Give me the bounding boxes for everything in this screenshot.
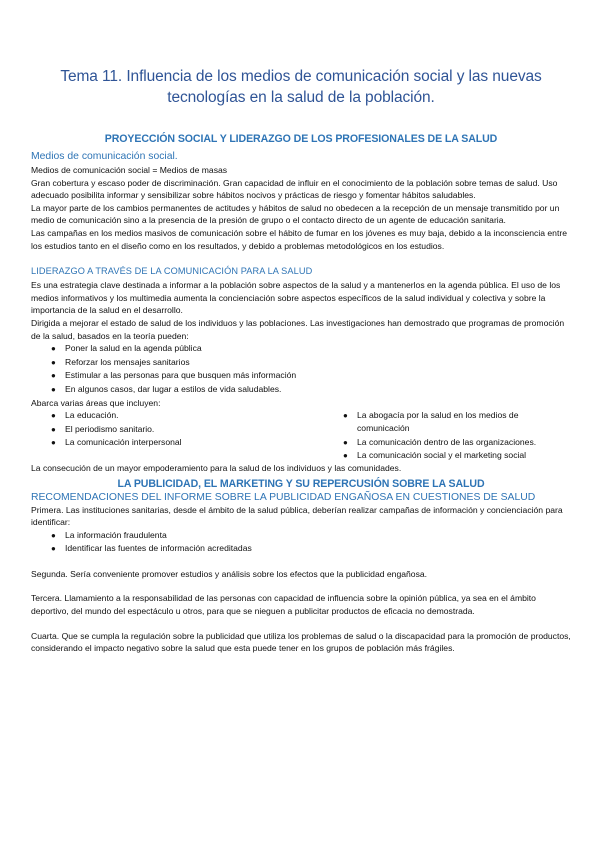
paragraph: La consecución de un mayor empoderamiento para la salud de los individuos y las comunidades. bbox=[31, 462, 402, 473]
list-item: ● La comunicación social y el marketing social bbox=[343, 449, 571, 462]
list-item: ● La abogacía por la salud en los medios de comunicación bbox=[343, 410, 519, 434]
list-item: ● Estimular a las personas para que busquen más información bbox=[51, 369, 571, 383]
page-title: Tema 11. Influencia de los medios de comunicación social y las nuevas tecnologías en la salud de la población. bbox=[60, 68, 542, 106]
bullet-icon: ● bbox=[51, 344, 56, 354]
bullet-icon: ● bbox=[51, 357, 56, 367]
subheading-recomendaciones: RECOMENDACIONES DEL INFORME SOBRE LA PUBLICIDAD ENGAÑOSA EN CUESTIONES DE SALUD bbox=[31, 491, 536, 503]
section-heading-liderazgo: LIDERAZGO A TRAVÉS DE LA COMUNICACIÓN PARA LA SALUD bbox=[31, 266, 313, 277]
paragraph: Segunda. Sería conveniente promover estudios y análisis sobre los efectos que la publicidad engañosa. bbox=[31, 568, 428, 579]
bullet-list-areas-right bbox=[323, 409, 571, 462]
paragraph: Abarca varias áreas que incluyen: bbox=[31, 397, 161, 408]
paragraph: La mayor parte de los cambios permanentes de actitudes y hábitos de salud no obedecen a la recepción de un mensaje transmitido por un medio de comunicación sino a la presencia de la presión de grupo o el contacto directo de un agente de educación sanitaria. bbox=[31, 202, 560, 226]
bullet-list-areas-left bbox=[31, 409, 323, 450]
bullet-icon: ● bbox=[343, 450, 348, 460]
list-item: ● Identificar las fuentes de información acreditadas bbox=[51, 542, 571, 556]
paragraph: Dirigida a mejorar el estado de salud de los individuos y las poblaciones. Las investigaciones han demostrado que programas de promoción de la salud, basados en la teoría pueden: bbox=[31, 317, 565, 341]
list-item: ● Poner la salud en la agenda pública bbox=[51, 342, 571, 356]
bullet-icon: ● bbox=[51, 424, 56, 434]
paragraph: Cuarta. Que se cumpla la regulación sobre la publicidad que utiliza los problemas de salud o la discapacidad para la promoción de productos, considerando el impacto negativo sobre la salud que esta puede tener en los grupos de población más frágiles. bbox=[31, 630, 571, 654]
bullet-icon: ● bbox=[343, 411, 348, 421]
paragraph: Las campañas en los medios masivos de comunicación sobre el hábito de fumar en los jóvenes es muy baja, debido a la inconsciencia entre los estudios tanto en el diseño como en los resultados, y debido a problemas metodológicos en los estudios. bbox=[31, 227, 567, 251]
bullet-icon: ● bbox=[343, 437, 348, 447]
bullet-icon: ● bbox=[51, 384, 56, 394]
paragraph: Primera. Las instituciones sanitarias, desde el ámbito de la salud pública, deberían realizar campañas de información y concienciación para identificar: bbox=[31, 504, 563, 528]
paragraph: Gran cobertura y escaso poder de discriminación. Gran capacidad de influir en el conocimiento de la población sobre temas de salud. Uso adecuado posibilita informar y sensibilizar sobre hábitos nocivos y prácticas de riesgo y fomentar hábitos saludables. bbox=[31, 177, 558, 201]
bullet-icon: ● bbox=[51, 544, 56, 554]
areas-columns bbox=[31, 409, 571, 462]
bullet-icon: ● bbox=[51, 371, 56, 381]
list-item: ● La información fraudulenta bbox=[51, 529, 571, 543]
paragraph: Tercera. Llamamiento a la responsabilidad de las personas con capacidad de influencia sobre la opinión pública, ya sea en el ámbito deportivo, del mundo del espectáculo u otros, para que se nieguen a publicitar productos de eficacia no demostrada. bbox=[31, 593, 536, 617]
list-item: ● En algunos casos, dar lugar a estilos de vida saludables. bbox=[51, 383, 571, 397]
section-heading-publicidad: LA PUBLICIDAD, EL MARKETING Y SU REPERCUSIÓN SOBRE LA SALUD bbox=[117, 477, 485, 490]
list-item: ● La comunicación interpersonal bbox=[51, 436, 323, 450]
paragraph: Medios de comunicación social = Medios de masas bbox=[31, 165, 228, 175]
list-item: ● El periodismo sanitario. bbox=[51, 423, 323, 437]
subheading-medios: Medios de comunicación social. bbox=[31, 151, 178, 162]
list-item: ● Reforzar los mensajes sanitarios bbox=[51, 356, 571, 370]
list-item: ● La comunicación dentro de las organizaciones. bbox=[343, 436, 571, 449]
bullet-list-identificar bbox=[31, 529, 571, 556]
bullet-icon: ● bbox=[51, 438, 56, 448]
list-item: ● La educación. bbox=[51, 409, 323, 423]
bullet-icon: ● bbox=[51, 411, 56, 421]
bullet-icon: ● bbox=[51, 530, 56, 540]
section-heading-proyeccion: PROYECCIÓN SOCIAL Y LIDERAZGO DE LOS PROFESIONALES DE LA SALUD bbox=[104, 133, 498, 145]
paragraph: Es una estrategia clave destinada a informar a la población sobre aspectos de la salud y a mantenerlos en la agenda pública. El uso de los medios informativos y los multimedia aumenta la concienciación sobre aspectos específicos de la salud individual y colectiva y sobre la importancia de la salud en el desarrollo. bbox=[31, 280, 561, 316]
bullet-list-promocion bbox=[31, 342, 571, 396]
